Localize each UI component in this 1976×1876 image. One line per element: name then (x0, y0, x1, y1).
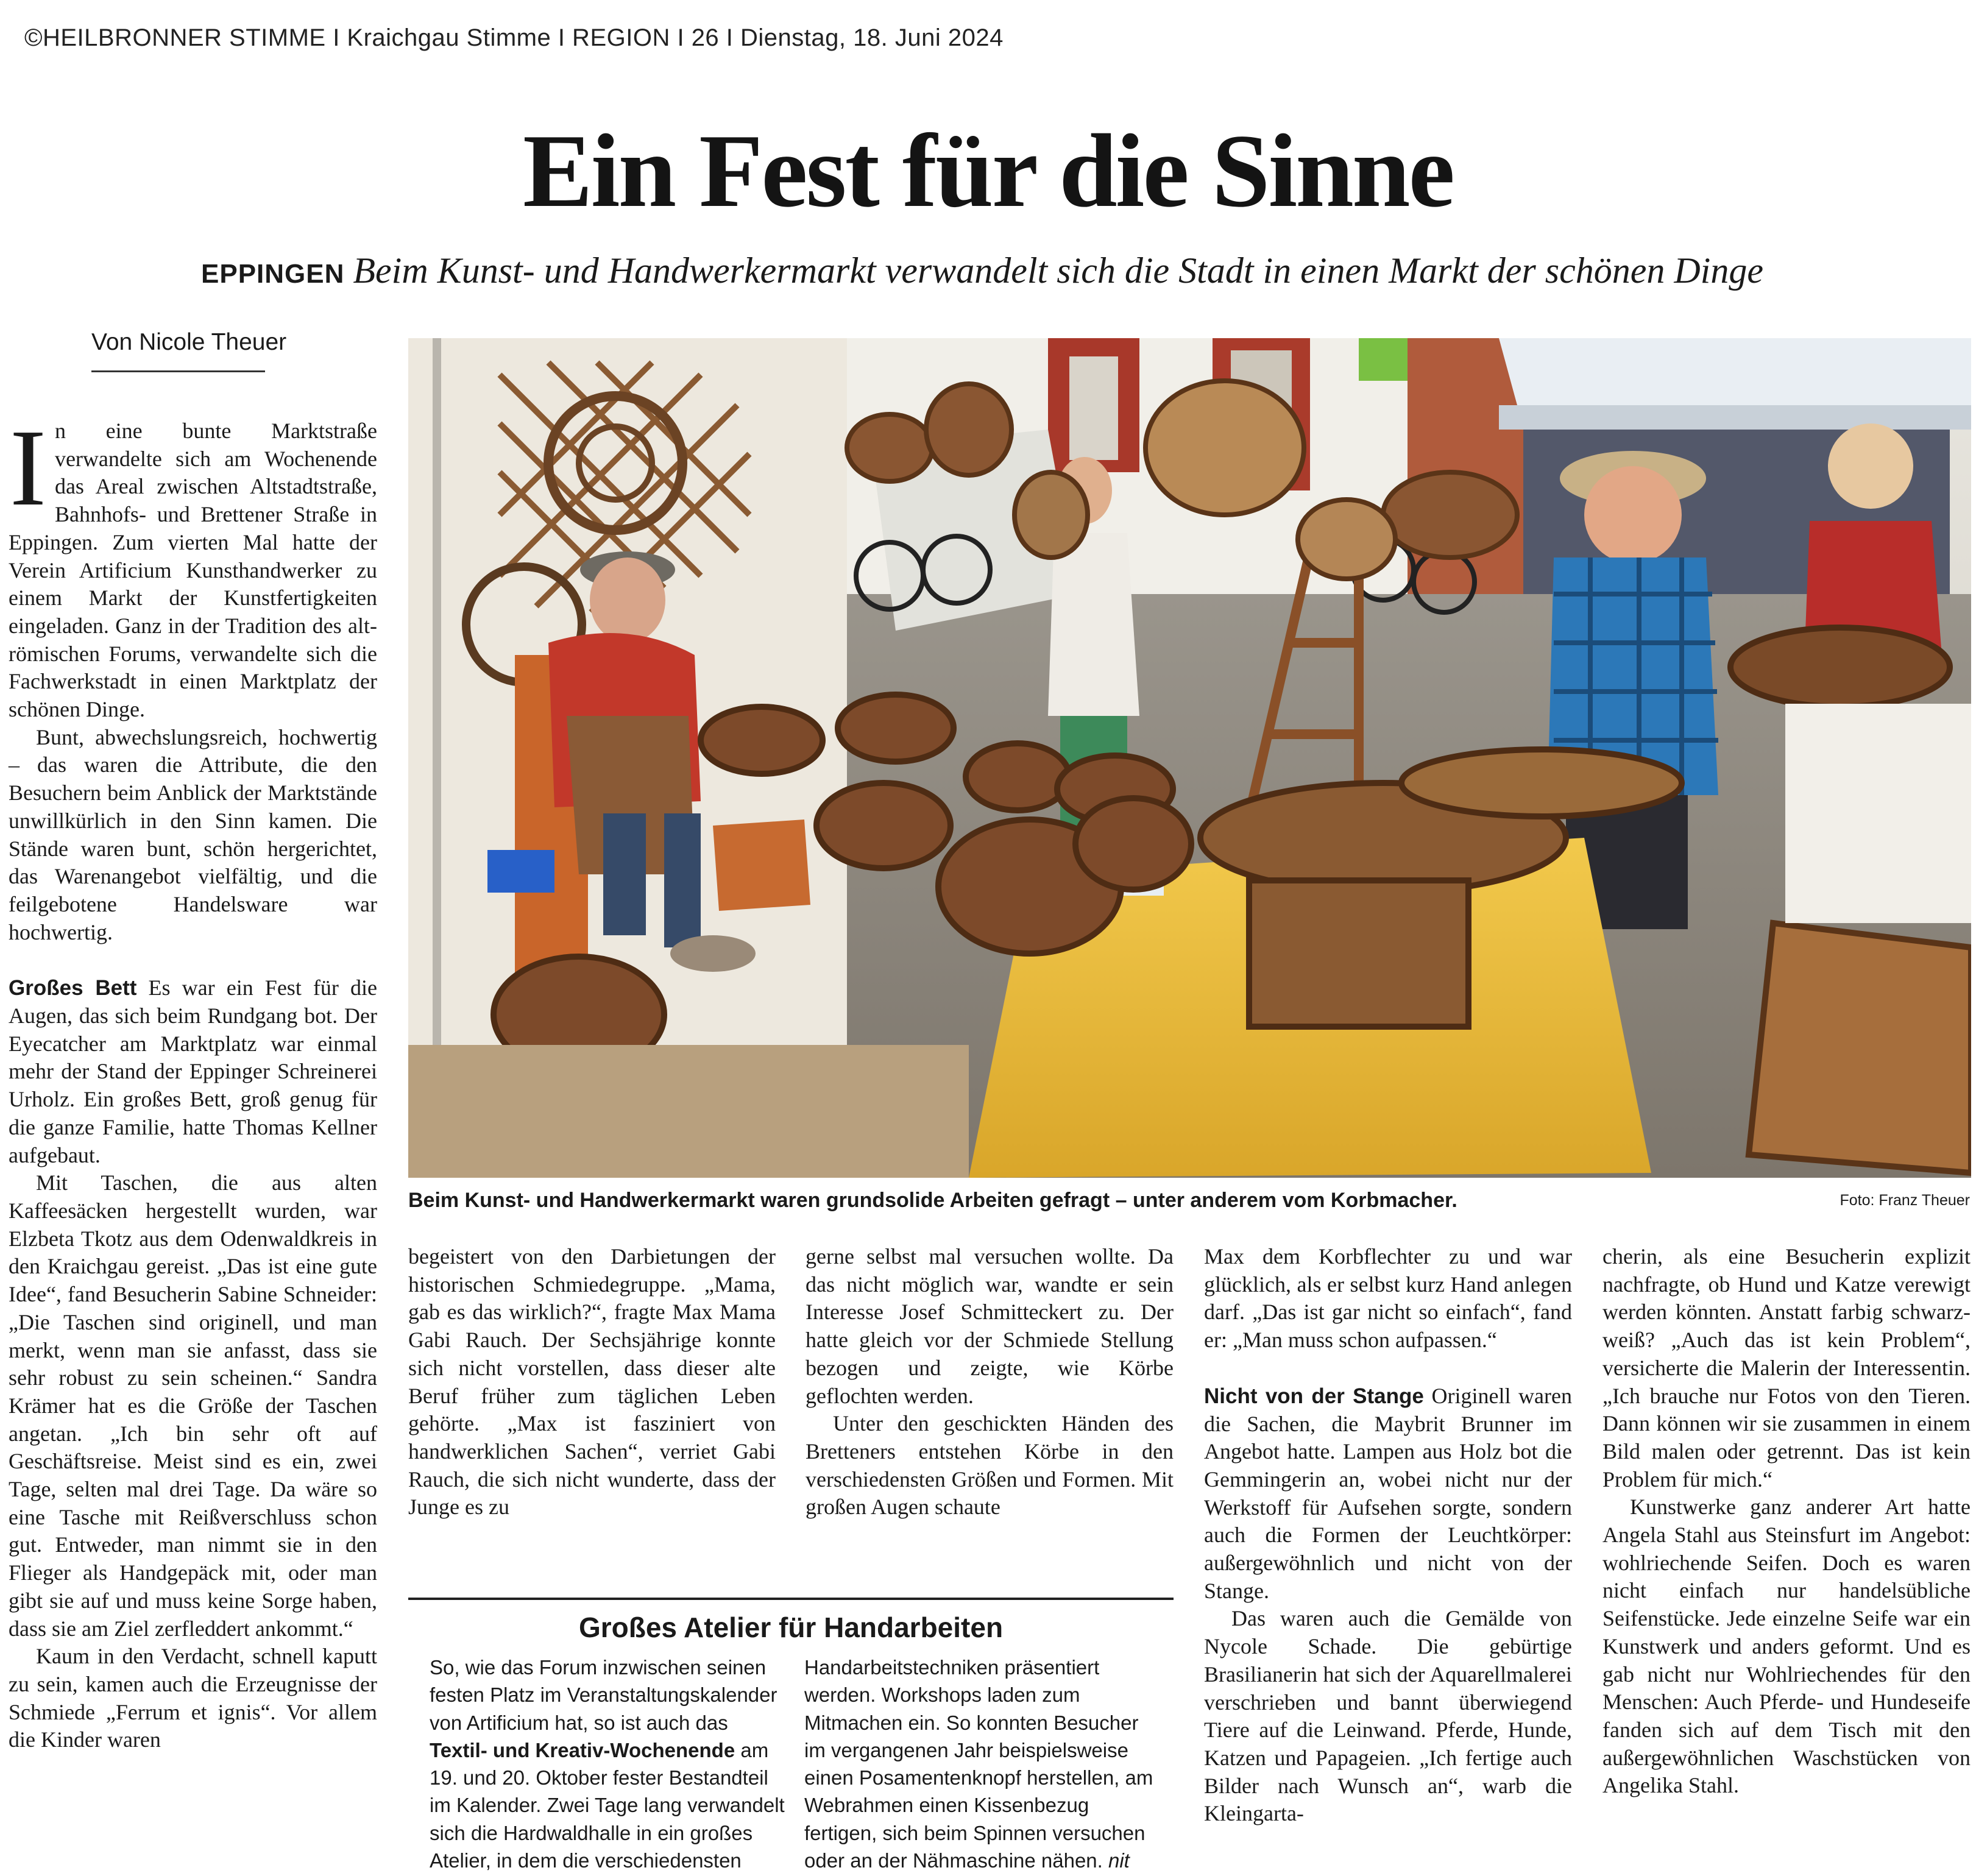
paragraph: cherin, als eine Besucherin explizit nachfragte, ob Hund und Katze verewigt werden könnten. Anstatt farbig schwarz-weiß? „Auch das ist kein Problem“, versicherte die Malerin der Interessentin. „Ich brauche nur Fotos von den Tieren. Dann können wir sie zusammen in einem Bild malen oder getrennt. Das ist kein Problem für mich.“ (1602, 1244, 1971, 1492)
paragraph: Bunt, abwechslungsreich, hochwertig – das waren die Attribute, die den Besuchern beim Anblick der Marktstände unwillkürlich in den Sinn kamen. Die Stände waren bunt, schön hergerichtet, das Warenangebot vielfältig, und die feilgebotene Handelsware war hochwertig. (9, 724, 377, 944)
drop-cap: I (10, 407, 46, 528)
column-1 (9, 407, 377, 1754)
paragraph (9, 974, 377, 1169)
column-3 (806, 1243, 1174, 1521)
paragraph: Kaum in den Verdacht, schnell kaputt zu sein, kamen auch die Erzeugnisse der Schmiede „Ferrum et ignis“. Vor allem die Kinder waren (9, 1644, 377, 1752)
column-4 (1204, 1243, 1572, 1828)
paragraph: Max dem Korbflechter zu und war glücklich, als er selbst kurz Hand anlegen darf. „Das ist gar nicht so einfach“, fand er: „Man muss schon aufpassen.“ (1204, 1244, 1572, 1353)
headline: Ein Fest für die Sinne (523, 113, 1453, 229)
subheading-nicht-von-der-stange: Nicht von der Stange (1204, 1384, 1424, 1408)
page-header: ©HEILBRONNER STIMME I Kraichgau Stimme I REGION I 26 I Dienstag, 18. Juni 2024 (24, 24, 1004, 51)
paragraph-text: Es war ein Fest für die Augen, das sich beim Rundgang bot. Der Eyecatcher am Marktplatz war einmal mehr der Stand der Eppinger Schreinerei Urholz. Ein großes Bett, groß genug für die ganze Familie, hatte Thomas Kellner aufgebaut. (9, 975, 377, 1167)
author-initials: nit (1108, 1849, 1130, 1872)
intro-text: n eine bunte Marktstraße verwandelte sich am Wochenende das Areal zwischen Altstadtstraße, Bahnhofs- und Brettener Straße in Eppingen. Zum vierten Mal hatte der Verein Artificium Kunsthandwerker zu einem Markt der Kunstfertigkeiten eingeladen. Ganz in der Tradition des alt-römischen Forums, verwandelte sich die Fachwerkstadt in einen Marktplatz der schönen Dinge. (9, 419, 377, 722)
subheadline-text: Beim Kunst- und Handwerkermarkt verwandelt sich die Stadt in einen Markt der schönen Dinge (353, 250, 1763, 291)
byline-rule (91, 370, 265, 372)
info-text: So, wie das Forum inzwischen seinen festen Platz im Veranstaltungskalender von Artificium hat, so ist auch das (430, 1656, 777, 1734)
subheading-grosses-bett: Großes Bett (9, 976, 137, 1000)
info-box-right (804, 1654, 1164, 1874)
photo-caption: Beim Kunst- und Handwerkermarkt waren grundsolide Arbeiten gefragt – unter anderem vom Korbmacher. (408, 1189, 1457, 1212)
info-bold: Textil- und Kreativ-Wochenende (430, 1738, 735, 1761)
paragraph: Kunstwerke ganz anderer Art hatte Angela Stahl aus Steinsfurt im Angebot: wohlriechende Seifen. Doch es waren nicht einfach nur handelsübliche Seifenstücke. Jede einzelne Seife war ein Kunstwerk und anders geformt. Und es gab nicht nur Wohlriechendes für den Menschen: Auch Pferde- und Hundeseife fanden sich auf dem Tisch mit den außergewöhnlichen Waschstücken von Angelika Stahl. (1602, 1495, 1971, 1798)
paragraph: Das waren auch die Gemälde von Nycole Schade. Die gebürtige Brasilianerin hat sich der Aquarellmalerei verschrieben und bannt überwiegend Tiere auf die Leinwand. Pferde, Hunde, Katzen und Papageien. „Ich fertige auch Bilder nach Wunsch an“, warb die Kleingarta- (1204, 1606, 1572, 1826)
basket-market-photo (408, 338, 1971, 1178)
subheadline (201, 250, 1763, 292)
info-box-left (430, 1654, 789, 1874)
paragraph: Unter den geschickten Händen des Bretteners entstehen Körbe in den verschiedensten Größen und Formen. Mit großen Augen schaute (806, 1411, 1174, 1520)
column-2 (408, 1243, 776, 1521)
info-box-title: Großes Atelier für Handarbeiten (578, 1612, 1004, 1643)
photo-credit: Foto: Franz Theuer (1840, 1192, 1970, 1209)
paragraph: Mit Taschen, die aus alten Kaffeesäcken hergestellt wurden, war Elzbeta Tkotz aus dem Odenwaldkreis in den Kraichgau gereist. „Das ist eine gute Idee“, fand Besucherin Sabine Schneider: „Die Taschen sind originell, und man merkt, wenn man sie anfasst, dass sie sehr robust zu sein scheinen.“ Sandra Krämer hat es die Größe der Taschen angetan. „Ich bin sehr oft auf Geschäftsreise. Meist sind es ein, zwei Tage, selten mal drei Tage. Da wäre so eine Tasche mit Reißverschluss schon gut. Entweder, man nimmt sie in den Flieger als Handgepäck mit, oder man gibt sie auf und muss keine Sorge haben, dass sie am Ziel zerfleddert ankommt.“ (9, 1170, 377, 1641)
paragraph: gerne selbst mal versuchen wollte. Da das nicht möglich war, wandte er sein Interesse Josef Schmitteckert zu. Der hatte gleich vor der Schmiede Stellung bezogen und zeigte, wie Körbe geflochten werden. (806, 1244, 1174, 1408)
location-kicker: EPPINGEN (201, 259, 345, 289)
intro-paragraph (9, 407, 377, 724)
paragraph-text: Originell waren die Sachen, die Maybrit Brunner im Angebot hatte. Lampen aus Holz bot die Gemmingerin an, wobei nicht nur der Werkstoff für Aufsehen sorgte, sondern auch die Formen der Leuchtkörper: außergewöhnlich und nicht von der Stange. (1204, 1383, 1573, 1603)
byline: Von Nicole Theuer (91, 329, 287, 355)
article-photo (408, 338, 1971, 1178)
column-5 (1602, 1243, 1971, 1800)
paragraph (1204, 1382, 1572, 1605)
info-box (408, 1598, 1174, 1872)
info-text: Handarbeitstechniken präsentiert werden. Workshops laden zum Mitmachen ein. So konnten Besucher im vergangenen Jahr beispielsweise einen Posamentenknopf herstellen, am Webrahmen einen Kissenbezug fertigen, sich beim Spinnen versuchen oder an der Nähmaschine nähen. (804, 1656, 1153, 1872)
paragraph: begeistert von den Darbietungen der historischen Schmiedegruppe. „Mama, gab es das wirklich?“, fragte Max Mama Gabi Rauch. Der Sechsjährige konnte sich nicht vorstellen, dass dieser alte Beruf früher zum täglichen Leben gehörte. „Max ist fasziniert von handwerklichen Sachen“, verriet Gabi Rauch, die sich nicht wunderte, dass der Junge es zu (408, 1244, 776, 1520)
info-text: am 19. und 20. Oktober fester Bestandteil im Kalender. Zwei Tage lang verwandelt sich die Hardwaldhalle in ein großes Atelier, in dem die verschiedensten (430, 1738, 785, 1872)
